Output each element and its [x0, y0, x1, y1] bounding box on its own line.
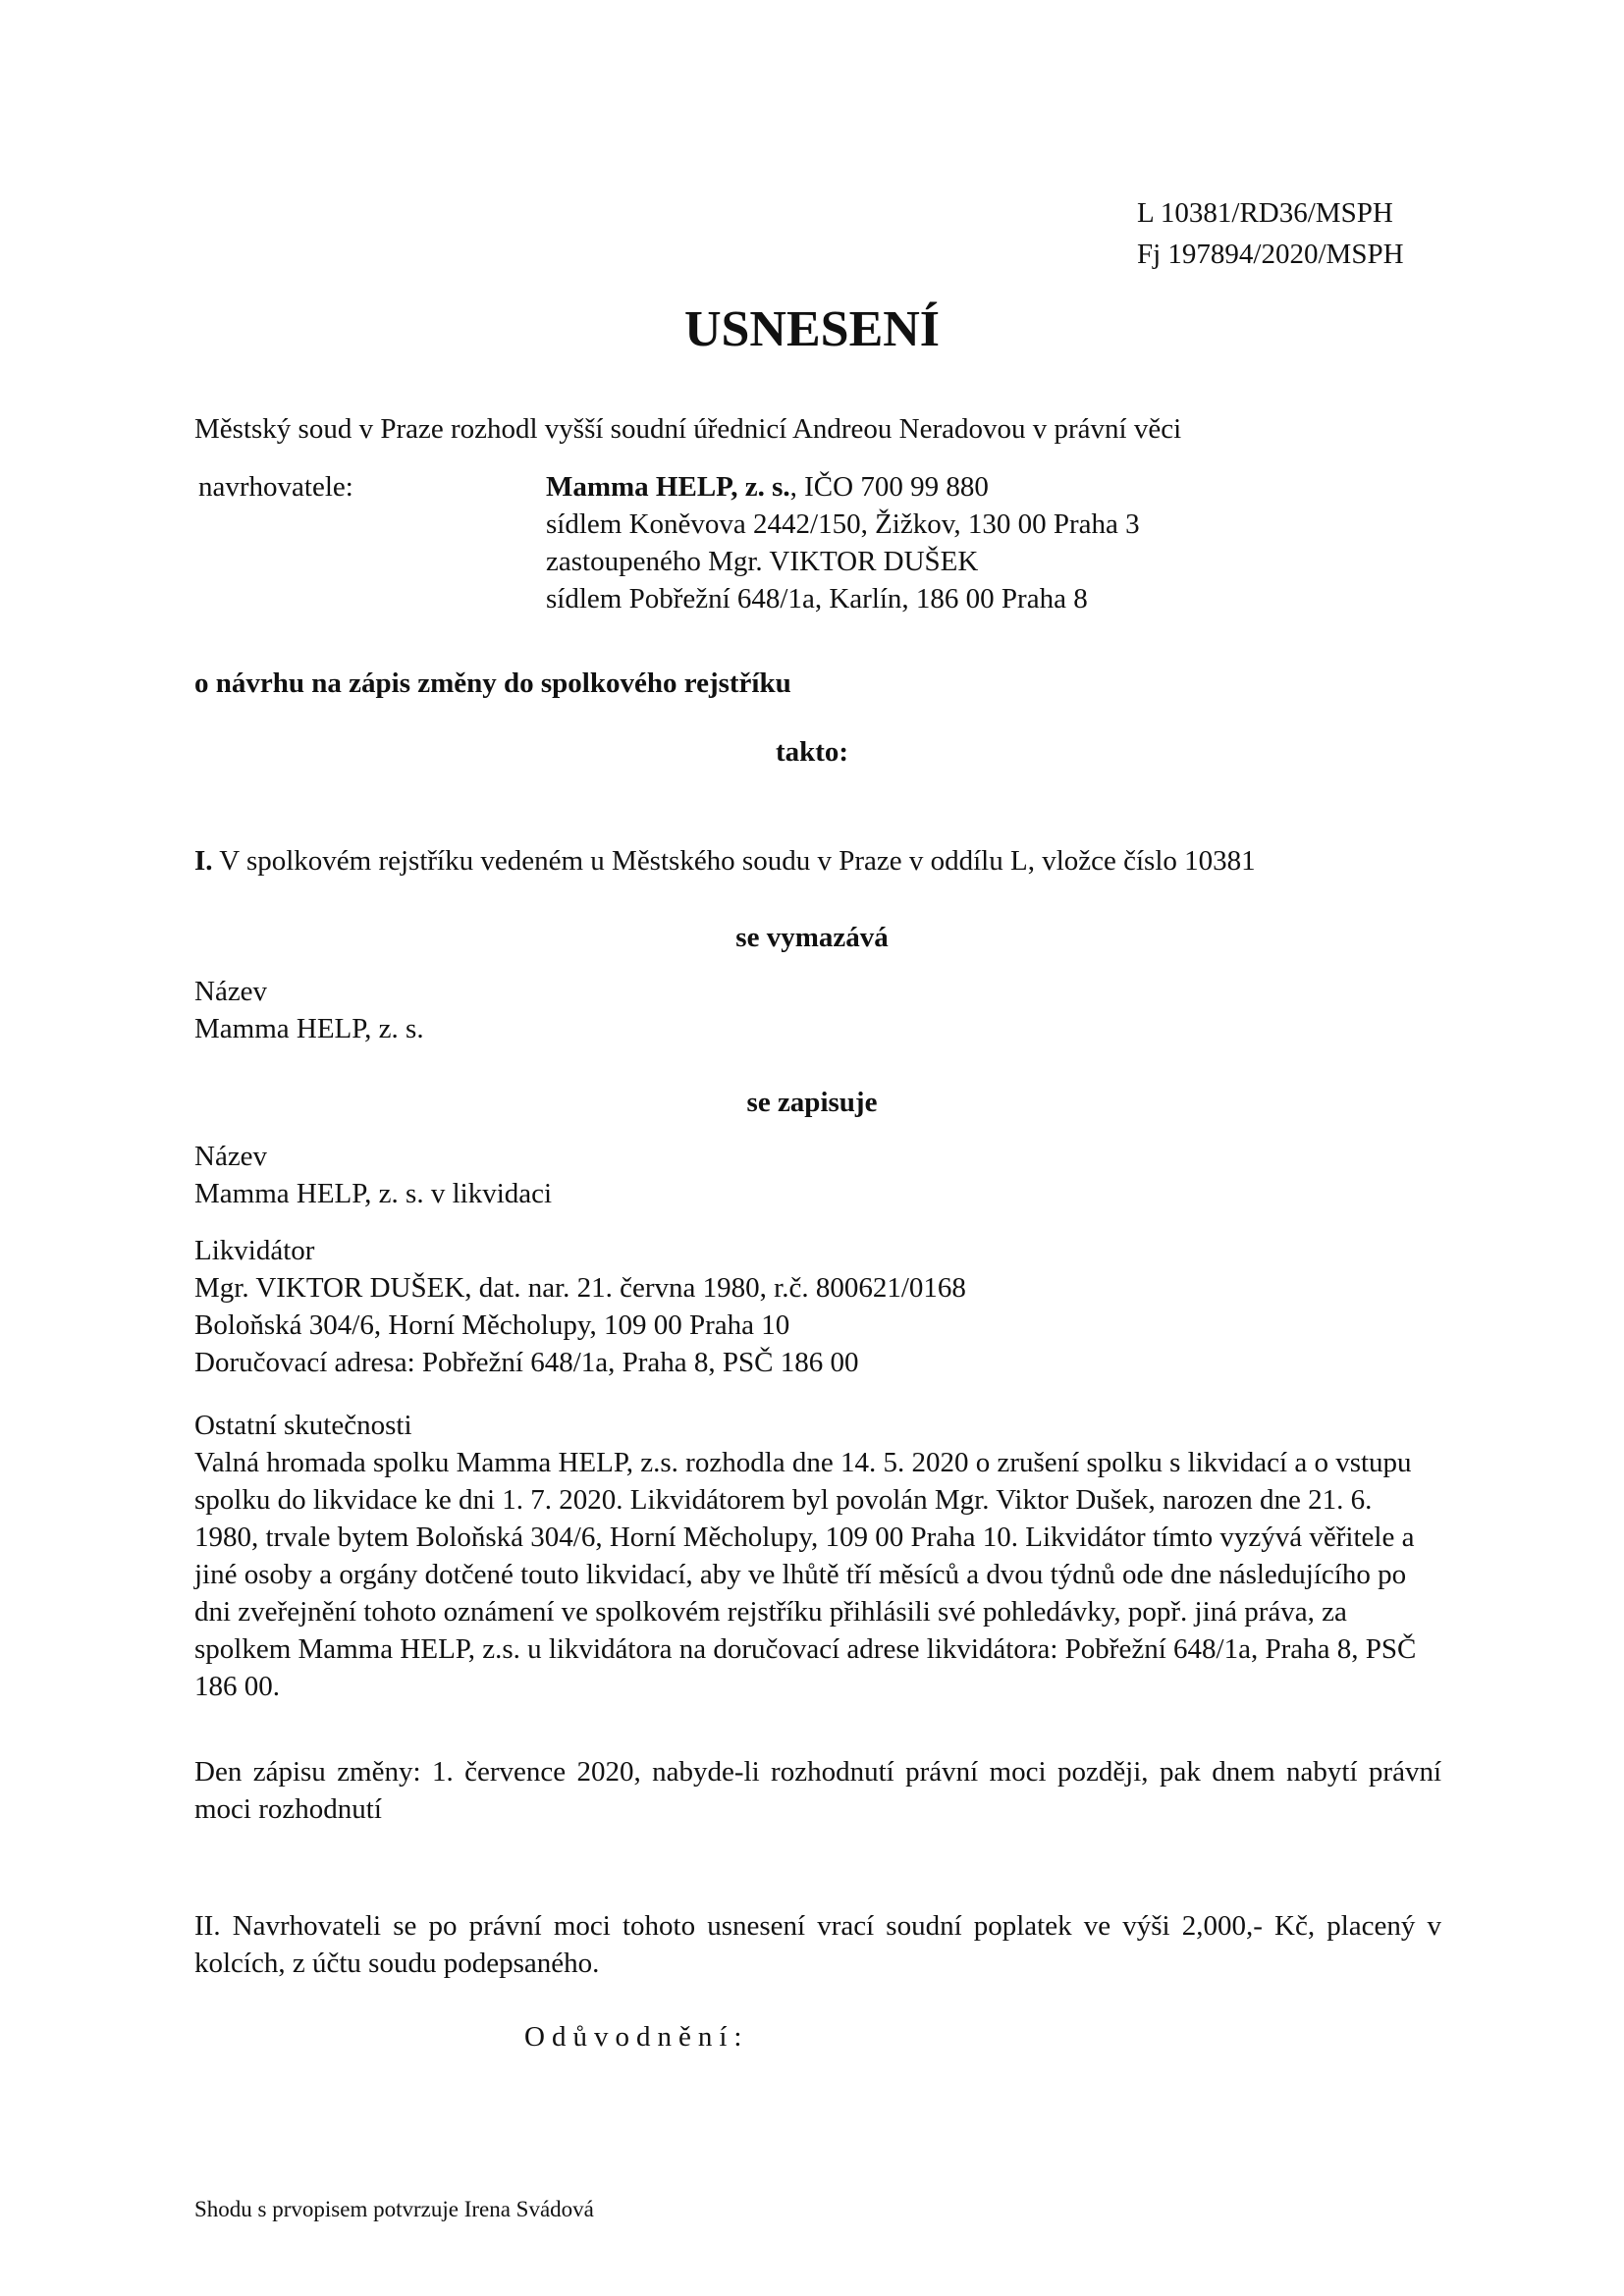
section-one-text: V spolkovém rejstříku vedeném u Městského soudu v Praze v oddílu L, vložce číslo 10381 — [212, 845, 1256, 877]
deleted-entry — [194, 973, 424, 1047]
party-ico: , IČO 700 99 880 — [789, 471, 989, 503]
party-name: Mamma HELP, z. s. — [546, 471, 790, 503]
liquidator-delivery-address: Doručovací adresa: Pobřežní 648/1a, Praha 8, PSČ 186 00 — [194, 1347, 859, 1378]
section-one — [194, 842, 1256, 880]
other-facts-label: Ostatní skutečnosti — [194, 1410, 412, 1441]
representative-seat: sídlem Pobřežní 648/1a, Karlín, 186 00 Praha 8 — [546, 583, 1088, 614]
entry-day-paragraph: Den zápisu změny: 1. července 2020, nabyde-li rozhodnutí právní moci později, pak dnem nabytí právní moci rozhodnutí — [194, 1756, 1441, 1825]
liquidator-identity: Mgr. VIKTOR DUŠEK, dat. nar. 21. června 1980, r.č. 800621/0168 — [194, 1272, 966, 1304]
subject-heading: o návrhu na zápis změny do spolkového rejstříku — [194, 667, 791, 699]
inserted-name-entry — [194, 1138, 552, 1212]
liquidator-label: Likvidátor — [194, 1235, 315, 1266]
section-two-paragraph: II. Navrhovateli se po právní moci tohoto usnesení vrací soudní poplatek ve výši 2,000,- Kč, placený v kolcích, z účtu soudu podepsaného. — [194, 1910, 1441, 1979]
party-label: navrhovatele: — [198, 471, 353, 503]
deleted-name-value: Mamma HELP, z. s. — [194, 1013, 424, 1044]
liquidator-entry — [194, 1232, 966, 1381]
case-ref-file: Fj 197894/2020/MSPH — [1137, 239, 1404, 270]
reasons-heading: Odůvodnění: — [524, 2021, 749, 2053]
delete-heading: se vymazává — [735, 922, 889, 953]
other-facts-text: Valná hromada spolku Mamma HELP, z.s. rozhodla dne 14. 5. 2020 o zrušení spolku s likvidací a o vstupu spolku do likvidace ke dni 1. 7. 2020. Likvidátorem byl povolán Mgr. Viktor Dušek, narozen dne 21. 6. 1980, trvale bytem Boloňská 304/6, Horní Měcholupy, 109 00 Praha 10. Likvidátor tímto vyzývá věřitele a jiné osoby a orgány dotčené touto likvidací, aby ve lhůtě tří měsíců a dvou týdnů ode dne následujícího po dni zveřejnění tohoto oznámení ve spolkovém rejstříku přihlásili své pohledávky, popř. jiná práva, za spolkem Mamma HELP, z.s. u likvidátora na doručovací adrese likvidátora: Pobřežní 648/1a, Praha 8, PSČ 186 00. — [194, 1447, 1417, 1702]
intro-paragraph: Městský soud v Praze rozhodl vyšší soudní úřednicí Andreou Neradovou v právní věci — [194, 413, 1182, 445]
party-name-line — [546, 468, 1140, 506]
inserted-name-value: Mamma HELP, z. s. v likvidaci — [194, 1178, 553, 1209]
insert-heading: se zapisuje — [746, 1087, 878, 1118]
party-represented: zastoupeného Mgr. VIKTOR DUŠEK — [546, 546, 979, 577]
other-facts-entry — [194, 1407, 1441, 1705]
inserted-name-label: Název — [194, 1141, 268, 1172]
party-seat: sídlem Koněvova 2442/150, Žižkov, 130 00 Praha 3 — [546, 508, 1140, 540]
party-details — [546, 468, 1140, 617]
document-title: USNESENÍ — [683, 301, 941, 357]
footer-certification: Shodu s prvopisem potvrzuje Irena Svádová — [194, 2197, 594, 2221]
case-ref-register: L 10381/RD36/MSPH — [1137, 197, 1393, 229]
liquidator-address: Boloňská 304/6, Horní Měcholupy, 109 00 Praha 10 — [194, 1309, 790, 1341]
takto-heading: takto: — [775, 736, 849, 768]
case-references — [1137, 192, 1404, 275]
section-one-number: I. — [194, 845, 213, 877]
deleted-name-label: Název — [194, 976, 268, 1007]
